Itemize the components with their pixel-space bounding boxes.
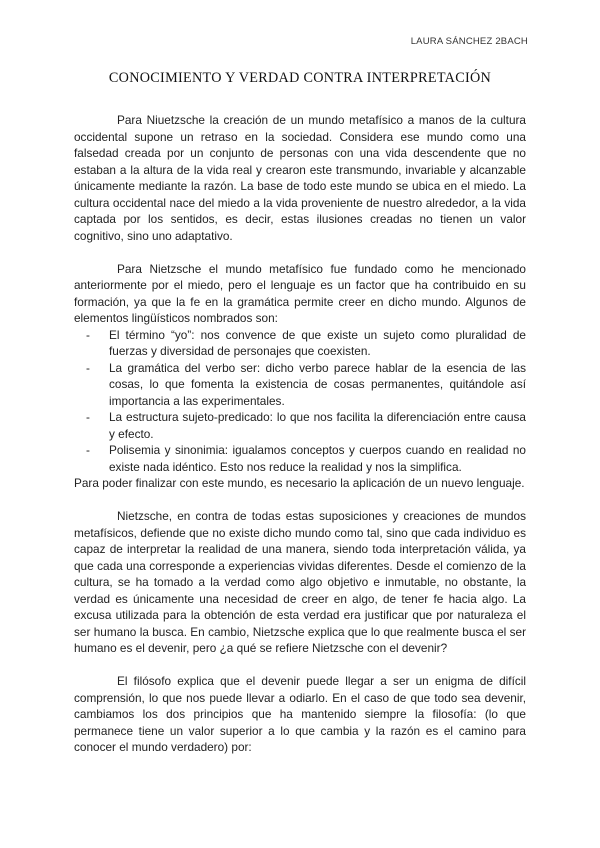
document-body — [74, 112, 526, 756]
paragraph-1: Para Niuetzsche la creación de un mundo metafísico a manos de la cultura occidental supone un retraso en la sociedad. Considera ese mundo como una falsedad creada por un conjunto de personas con una vida descendente que no estaban a la altura de la vida real y crearon este transmundo, invariable y alcanzable únicamente mediante la razón. La base de todo este mundo se ubica en el miedo. La cultura occidental nace del miedo a la vida proveniente de nuestro alrededor, a la vida captada por los sentidos, es decir, estas ilusiones creadas no tienen un valor cognitivo, sino uno adaptativo. — [74, 113, 526, 243]
paragraph-2: Para Nietzsche el mundo metafísico fue fundado como he mencionado anteriormente por el miedo, pero el lenguaje es un factor que ha contribuido en su formación, ya que la fe en la gramática permite creer en dicho mundo. Algunos de elementos lingüísticos nombrados son: — [74, 261, 526, 325]
paragraph-2-conclusion: Para poder finalizar con este mundo, es necesario la aplicación de un nuevo lenguaje. — [74, 476, 525, 490]
list-item: - El término “yo”: nos convence de que existe un sujeto como pluralidad de fuerzas y diversidad de personajes que coexisten. — [109, 327, 526, 360]
list-item: - La gramática del verbo ser: dicho verbo parece hablar de la esencia de las cosas, lo que fomenta la existencia de cosas permanentes, quitándole así importancia a las experimentales. — [109, 360, 526, 410]
header-author: LAURA SÁNCHEZ 2BACH — [410, 36, 528, 47]
document-title: CONOCIMIENTO Y VERDAD CONTRA INTERPRETACIÓN — [108, 70, 492, 86]
paragraph-4: El filósofo explica que el devenir puede llegar a ser un enigma de difícil comprensión, lo que nos puede llevar a odiarlo. En el caso de que todo sea devenir, cambiamos los dos principios que ha mantenido siempre la filosofía: (lo que permanece tiene un valor superior a lo que cambia y la razón es el camino para conocer el mundo verdadero) por: — [74, 674, 526, 754]
linguistic-elements-list — [74, 327, 526, 476]
list-item: - Polisemia y sinonimia: igualamos conceptos y cuerpos cuando en realidad no existe nada idéntico. Esto nos reduce la realidad y nos la simplifica. — [109, 442, 526, 475]
list-item: - La estructura sujeto-predicado: lo que nos facilita la diferenciación entre causa y efecto. — [109, 409, 526, 442]
paragraph-3: Nietzsche, en contra de todas estas suposiciones y creaciones de mundos metafísicos, defiende que no existe dicho mundo como tal, sino que cada individuo es capaz de interpretar la realidad de una manera, siendo toda interpretación válida, ya que cada una corresponde a experiencias vividas diferentes. Desde el comienzo de la cultura, se ha tomado a la verdad como algo objetivo e inmutable, no obstante, la verdad es únicamente una necesidad de creer en algo, de tener fe hacia algo. La excusa utilizada para la obtención de esta verdad era justificar que por naturaleza el ser humano la busca. En cambio, Nietzsche explica que lo que realmente busca el ser humano es el devenir, pero ¿a qué se refiere Nietzsche con el devenir? — [74, 509, 526, 655]
